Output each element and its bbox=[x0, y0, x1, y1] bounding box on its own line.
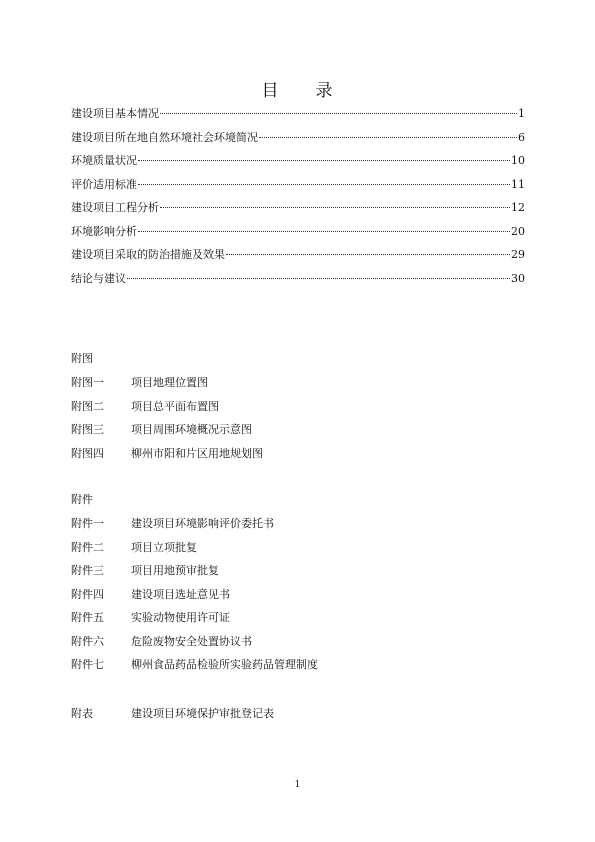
toc-entry-page: 10 bbox=[511, 154, 525, 167]
toc-entry-page: 1 bbox=[518, 107, 525, 120]
attachment-title: 建设项目环境影响评价委托书 bbox=[131, 517, 274, 530]
attachments-heading: 附件 bbox=[71, 493, 93, 506]
table-section bbox=[71, 702, 274, 726]
attachment-code: 附件一 bbox=[71, 517, 104, 530]
toc-entry-label: 建设项目采取的防治措施及效果 bbox=[71, 248, 225, 261]
toc-leader-dots bbox=[127, 278, 510, 279]
table-title: 建设项目环境保护审批登记表 bbox=[131, 707, 274, 720]
toc-entry-page: 20 bbox=[511, 224, 525, 238]
toc-leader-dots bbox=[138, 231, 510, 232]
attachment-title: 实验动物使用许可证 bbox=[131, 611, 230, 624]
figure-code: 附图三 bbox=[71, 423, 104, 436]
attachment-title: 项目用地预审批复 bbox=[131, 564, 219, 577]
attachment-item bbox=[71, 512, 318, 536]
attachment-title: 危险废物安全处置协议书 bbox=[131, 634, 252, 648]
toc-entry-label: 建设项目所在地自然环境社会环境简况 bbox=[71, 130, 258, 144]
page-number: 1 bbox=[294, 780, 301, 790]
toc-entry-label: 结论与建议 bbox=[71, 271, 126, 285]
toc-entry[interactable] bbox=[71, 152, 525, 176]
toc-entry-page: 6 bbox=[518, 130, 525, 144]
attachment-code: 附件六 bbox=[71, 634, 104, 648]
toc-entry-label: 环境影响分析 bbox=[71, 224, 137, 238]
figures-section bbox=[71, 347, 263, 465]
figure-item bbox=[71, 442, 263, 466]
figure-item bbox=[71, 371, 263, 395]
figure-item bbox=[71, 418, 263, 442]
attachments-section bbox=[71, 488, 318, 677]
toc-leader-dots bbox=[138, 184, 510, 185]
toc-entry[interactable] bbox=[71, 176, 525, 200]
toc-entry[interactable] bbox=[71, 199, 525, 223]
figures-heading: 附图 bbox=[71, 352, 93, 365]
attachment-code: 附件七 bbox=[71, 658, 104, 671]
table-item bbox=[71, 702, 274, 726]
attachment-code: 附件四 bbox=[71, 587, 104, 601]
attachment-code: 附件五 bbox=[71, 611, 104, 624]
toc-entry[interactable] bbox=[71, 105, 525, 129]
toc-leader-dots bbox=[259, 137, 517, 138]
attachment-title: 柳州食品药品检验所实验药品管理制度 bbox=[131, 658, 318, 671]
toc-leader-dots bbox=[138, 160, 510, 161]
figure-code: 附图一 bbox=[71, 376, 104, 389]
figure-code: 附图二 bbox=[71, 399, 104, 413]
attachment-item bbox=[71, 536, 318, 560]
toc-entry-label: 评价适用标准 bbox=[71, 177, 137, 191]
table-code: 附表 bbox=[71, 707, 93, 720]
toc-entry[interactable] bbox=[71, 246, 525, 270]
toc-leader-dots bbox=[160, 207, 510, 208]
attachment-item bbox=[71, 559, 318, 583]
toc-entry-page: 11 bbox=[511, 177, 525, 191]
figure-item bbox=[71, 395, 263, 419]
attachment-item bbox=[71, 653, 318, 677]
attachment-item bbox=[71, 606, 318, 630]
attachment-title: 建设项目选址意见书 bbox=[131, 587, 230, 601]
toc-entry-label: 建设项目基本情况 bbox=[71, 107, 159, 120]
attachment-item bbox=[71, 630, 318, 654]
table-of-contents bbox=[71, 105, 525, 293]
figure-code: 附图四 bbox=[71, 446, 104, 460]
toc-leader-dots bbox=[226, 254, 510, 255]
attachment-code: 附件三 bbox=[71, 564, 104, 577]
toc-entry-page: 29 bbox=[511, 248, 525, 261]
figure-title: 柳州市阳和片区用地规划图 bbox=[131, 446, 263, 460]
toc-leader-dots bbox=[160, 113, 517, 114]
toc-entry-label: 建设项目工程分析 bbox=[71, 201, 159, 214]
attachment-title: 项目立项批复 bbox=[131, 540, 197, 554]
figure-title: 项目周围环境概况示意图 bbox=[131, 423, 252, 436]
toc-entry-page: 12 bbox=[511, 201, 525, 214]
toc-entry[interactable] bbox=[71, 270, 525, 294]
toc-entry[interactable] bbox=[71, 129, 525, 153]
figure-title: 项目总平面布置图 bbox=[131, 399, 219, 413]
toc-entry[interactable] bbox=[71, 223, 525, 247]
attachment-code: 附件二 bbox=[71, 540, 104, 554]
toc-entry-label: 环境质量状况 bbox=[71, 154, 137, 167]
attachment-item bbox=[71, 583, 318, 607]
toc-entry-page: 30 bbox=[511, 271, 525, 285]
figure-title: 项目地理位置图 bbox=[131, 376, 208, 389]
page-title: 目 录 bbox=[261, 81, 334, 101]
